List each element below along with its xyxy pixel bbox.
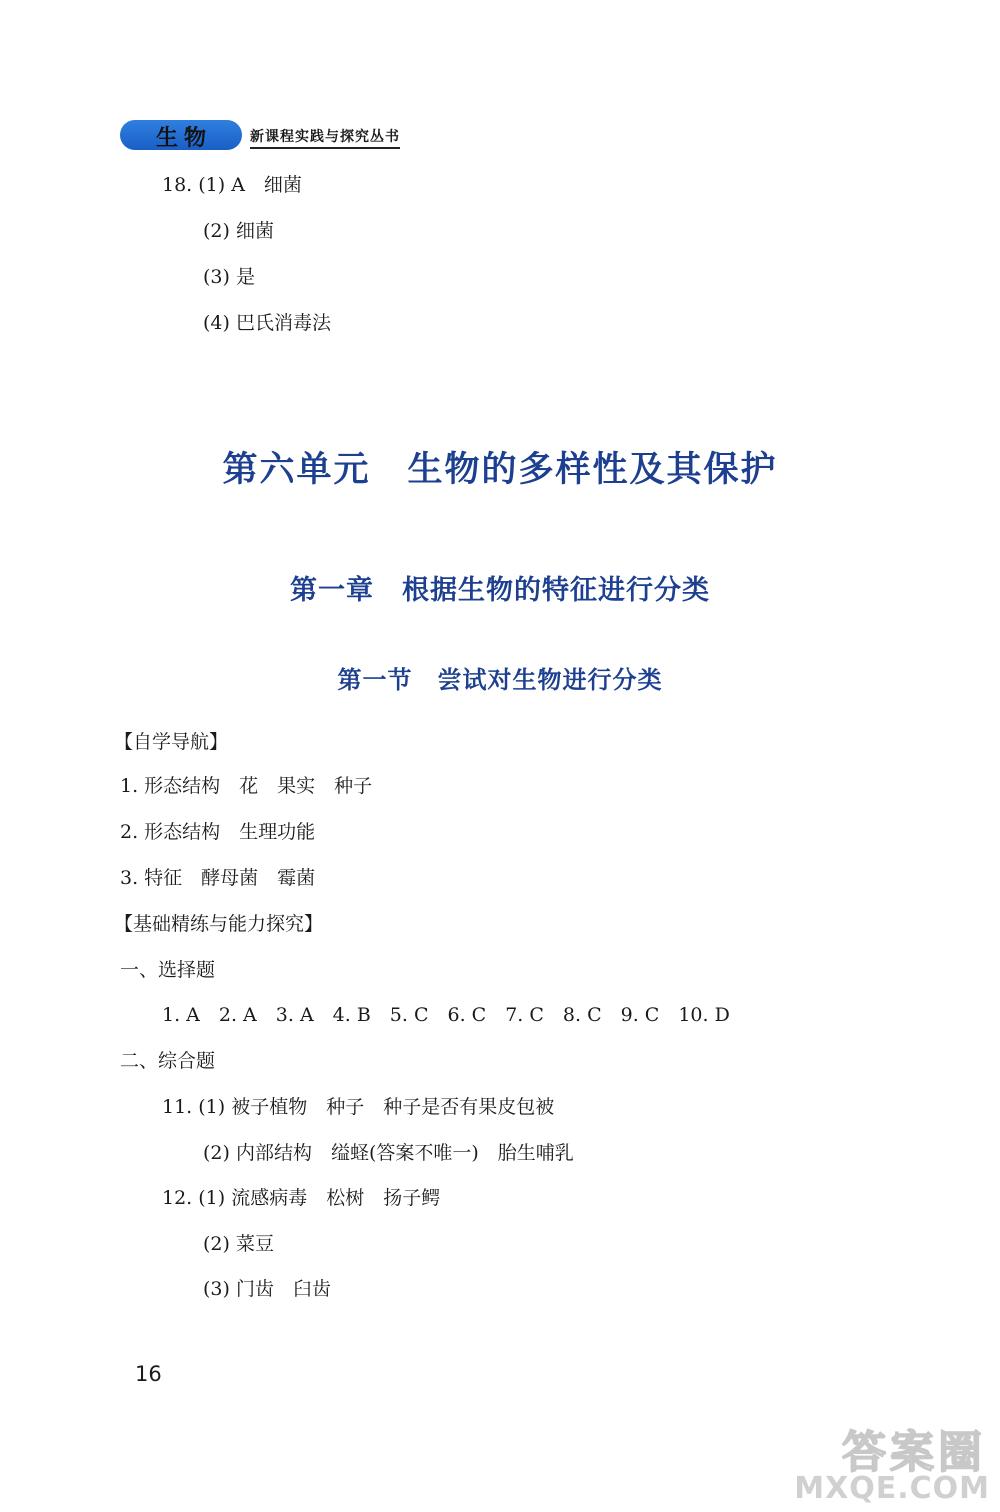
part1-heading: 一、选择题 (120, 959, 216, 981)
self-study-item-3: 3. 特征 酵母菌 霉菌 (120, 867, 316, 889)
choice-answers: 1. A 2. A 3. A 4. B 5. C 6. C 7. C 8. C 9. C 10. D (162, 1004, 730, 1026)
section-title: 第一节 尝试对生物进行分类 (337, 666, 663, 694)
watermark-logo (742, 1416, 992, 1506)
self-study-item-1: 1. 形态结构 花 果实 种子 (120, 775, 373, 797)
subject-badge (120, 120, 242, 150)
q18-part1: 18. (1) A 细菌 (162, 174, 302, 196)
practice-heading: 【基础精练与能力探究】 (114, 913, 324, 935)
subject-label: 生物 (156, 126, 213, 151)
page-number: 16 (135, 1362, 162, 1386)
q11-part2: (2) 内部结构 缢蛏(答案不唯一) 胎生哺乳 (203, 1142, 574, 1164)
q18-part3: (3) 是 (203, 266, 255, 288)
watermark-top-text: 答案圈 (842, 1427, 986, 1478)
part2-heading: 二、综合题 (120, 1050, 216, 1072)
q11-part1: 11. (1) 被子植物 种子 种子是否有果皮包被 (162, 1096, 555, 1118)
chapter-title: 第一章 根据生物的特征进行分类 (290, 575, 710, 606)
q12-part2: (2) 菜豆 (203, 1233, 274, 1255)
q18-part2: (2) 细菌 (203, 220, 274, 242)
unit-title: 第六单元 生物的多样性及其保护 (222, 450, 778, 490)
self-study-heading: 【自学导航】 (114, 731, 229, 753)
self-study-item-2: 2. 形态结构 生理功能 (120, 821, 316, 843)
q12-part3: (3) 门齿 臼齿 (203, 1278, 331, 1300)
q18-part4: (4) 巴氏消毒法 (203, 312, 331, 334)
q12-part1: 12. (1) 流感病毒 松树 扬子鳄 (162, 1187, 441, 1209)
series-title: 新课程实践与探究丛书 (250, 126, 400, 149)
watermark-bottom-text: MXQE.COM (794, 1471, 990, 1506)
